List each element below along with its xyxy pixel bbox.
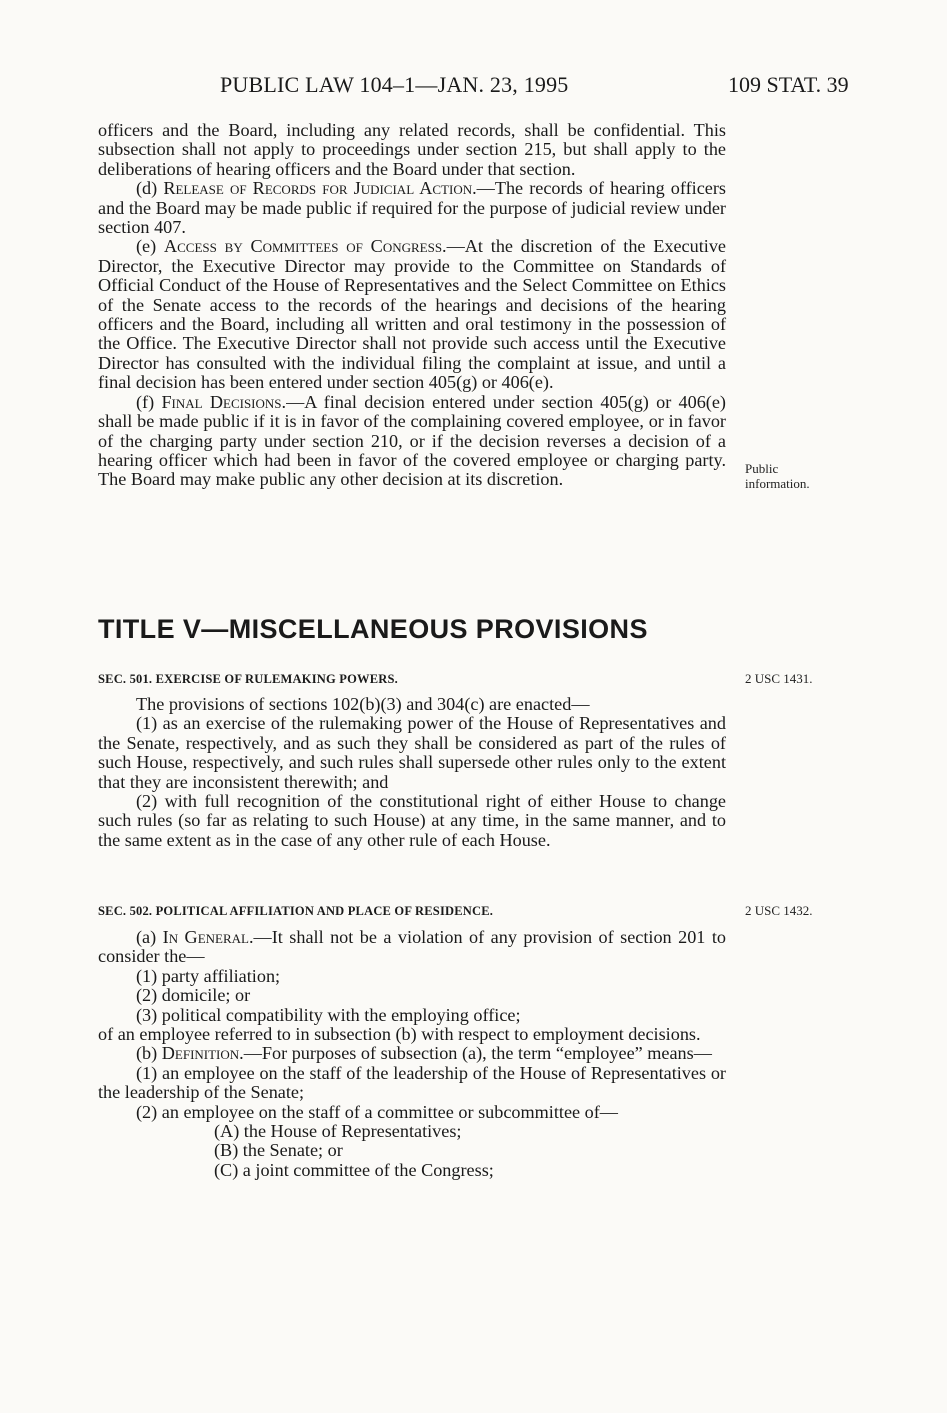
subsection-b-item-2-C: (C) a joint committee of the Congress; [214,1159,494,1180]
subsection-a-item-1: (1) party affiliation; [136,965,281,986]
sec-501-item-2: (2) with full recognition of the constitutional right of either House to change such rules (so far as relating to such House) at any time, in the same manner, and to the same extent as in the case of any other rule of each House. [98,791,726,850]
subsection-e-heading: Access by Committees of Congress. [163,236,447,257]
margin-note-public-information: Public information. [745,461,810,491]
subsection-b-item-2: (2) an employee on the staff of a committee or subcommittee of— [136,1101,618,1122]
sec-502-heading: SEC. 502. POLITICAL AFFILIATION AND PLACE OF RESIDENCE. [98,904,494,918]
subsection-d: (d) Release of Records for Judicial Action.—The records of hearing officers and the Board may be made public if required for the purpose of judicial review under section 407. [98,178,726,238]
section-407-continuation [98,121,726,490]
stat-page-number: 109 STAT. 39 [728,72,849,97]
margin-note-usc-1431: 2 USC 1431. [745,671,813,686]
sec-501-heading: SEC. 501. EXERCISE OF RULEMAKING POWERS. [98,672,398,686]
running-head-title: PUBLIC LAW 104–1—JAN. 23, 1995 [220,72,569,97]
sec-501-body [98,695,726,850]
margin-note-usc-1432: 2 USC 1432. [745,903,813,918]
subsection-a: (a) In General.—It shall not be a violation of any provision of section 201 to consider the— [98,927,726,967]
sec-502-body [98,928,726,1180]
subsection-e: (e) Access by Committees of Congress.—At the discretion of the Executive Director, the Executive Director may provide to the Committee on Standards of Official Conduct of the House of Representatives and the Select Committee on Ethics of the Senate access to the records of the hearings and decisions of the hearing officers and the Board, including all written and oral testimony in the possession of the Office. The Executive Director shall not provide such access until the Executive Director has consulted with the individual filing the complaint at issue, and until a final decision has been entered under section 405(g) or 406(e). [98,236,726,393]
subsection-b-item-2-B: (B) the Senate; or [214,1140,343,1161]
running-head [0,72,947,102]
subsection-a-item-3: (3) political compatibility with the employing office; [136,1004,521,1025]
subsection-b-heading: Definition. [161,1043,244,1064]
subsection-b: (b) Definition.—For purposes of subsection (a), the term “employee” means— [136,1043,712,1064]
subsection-b-item-2-A: (A) the House of Representatives; [214,1121,462,1142]
subsection-f: (f) Final Decisions.—A final decision entered under section 405(g) or 406(e) shall be made public if it is in favor of the complaining covered employee, or in favor of the charging party under section 210, or if the decision reverses a decision of a hearing officer which had been in favor of the covered employee or charging party. The Board may make public any other decision at its discretion. [98,391,726,490]
subsection-a-heading: In General. [162,927,254,947]
subsection-a-tail: of an employee referred to in subsection (b) with respect to employment decisions. [98,1024,701,1045]
subsection-a-item-2: (2) domicile; or [136,985,251,1006]
title-v-heading: TITLE V—MISCELLANEOUS PROVISIONS [98,614,648,644]
sec-501-intro: The provisions of sections 102(b)(3) and 304(c) are enacted— [136,694,590,714]
sec-501-item-1: (1) as an exercise of the rulemaking power of the House of Representatives and the Senate, respectively, and as such they shall be considered as part of the rules of such House, respectively, and such rules shall supersede other rules only to the extent that they are inconsistent therewith; and [98,713,726,792]
continuation-paragraph: officers and the Board, including any related records, shall be confidential. This subsection shall not apply to proceedings under section 215, but shall apply to the deliberations of hearing officers and the Board under that section. [98,120,726,179]
subsection-b-item-1: (1) an employee on the staff of the leadership of the House of Representatives or the leadership of the Senate; [98,1062,726,1103]
subsection-f-heading: Final Decisions. [161,391,287,412]
subsection-d-heading: Release of Records for Judicial Action. [163,178,477,199]
